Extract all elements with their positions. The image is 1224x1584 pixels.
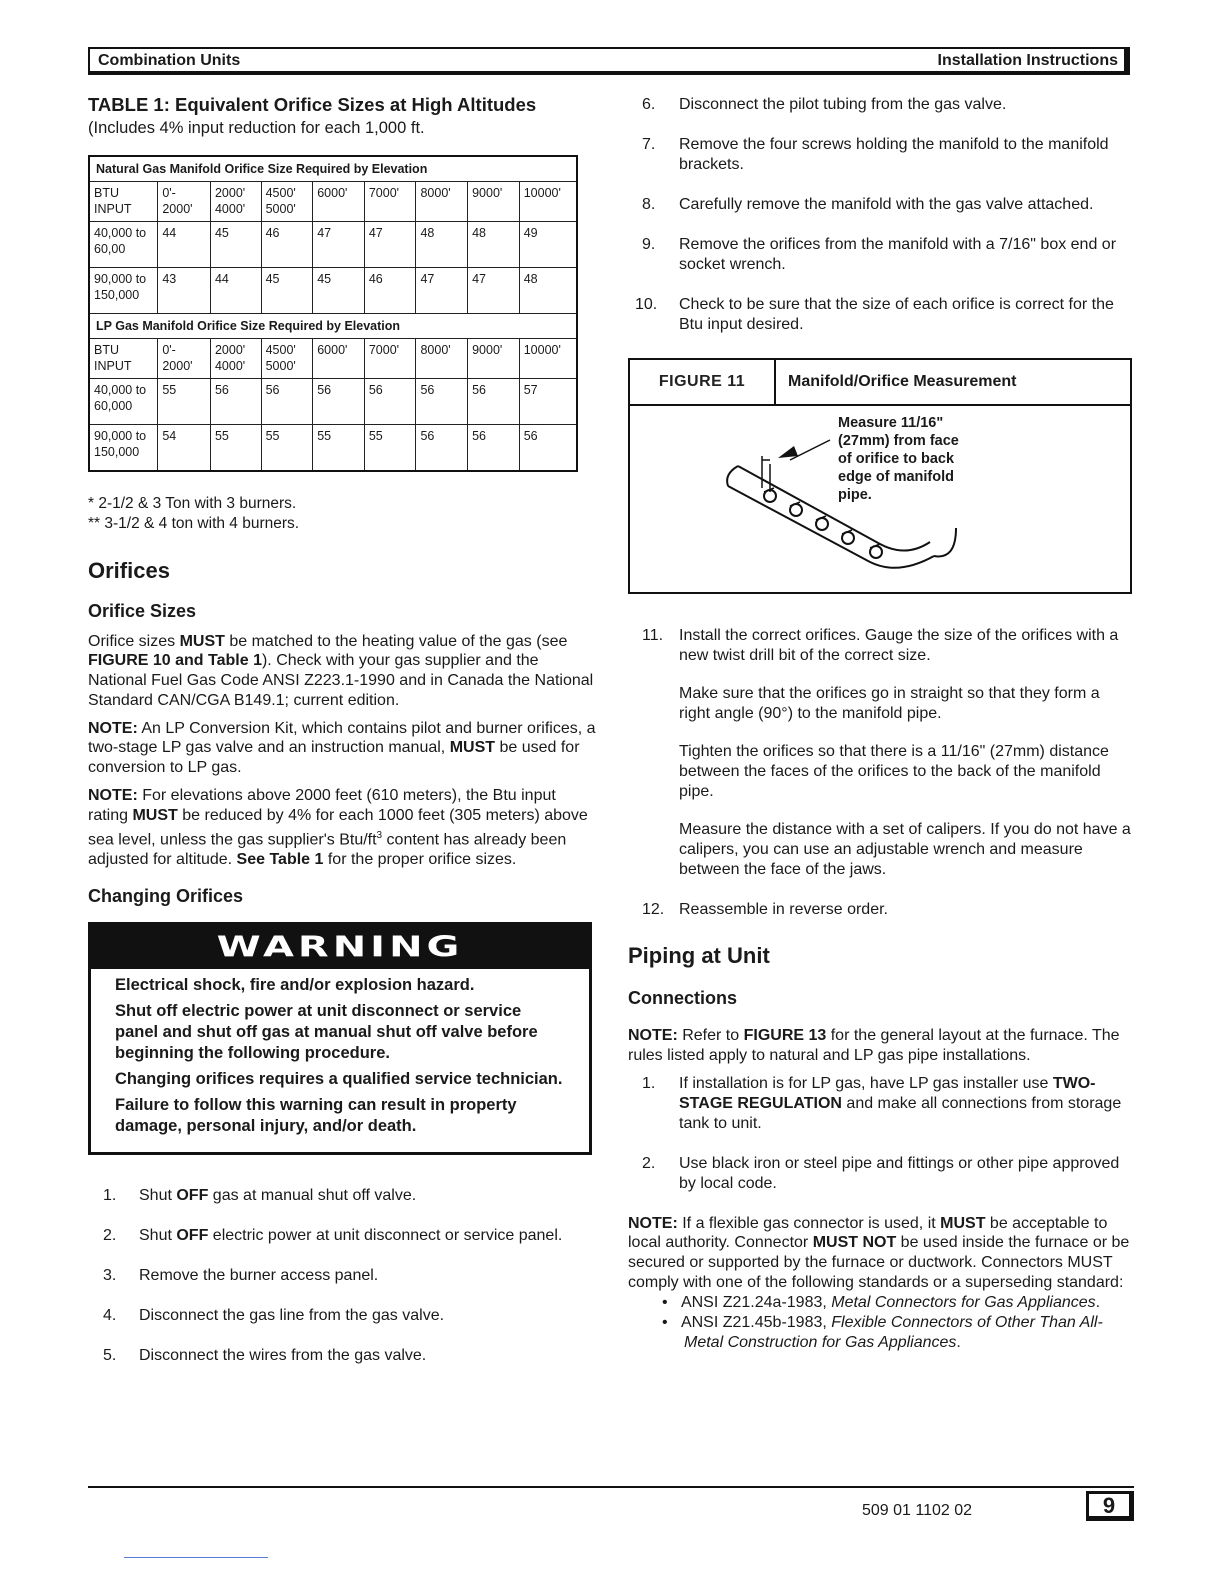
list-item: 2. Use black iron or steel pipe and fittings or other pipe approved by local code. [642, 1154, 1120, 1192]
table-cell: 47 [313, 222, 365, 268]
btu-cell: 90,000 to 150,000 [89, 425, 158, 471]
list-item: 10. Check to be sure that the size of each orifice is correct for the Btu input desired. [635, 296, 1114, 333]
footnote-4-burners: ** 3-1/2 & 4 ton with 4 burners. [88, 514, 300, 532]
warning-line: Electrical shock, fire and/or explosion hazard. [115, 975, 475, 994]
right-column [628, 93, 1134, 1353]
figure-title: Manifold/Orifice Measurement [788, 373, 1017, 390]
header-btu: BTU INPUT [89, 182, 158, 222]
list-item: 8. Carefully remove the manifold with the gas valve attached. [642, 196, 1094, 213]
table-row [89, 222, 577, 268]
header-cell: 9000' [468, 339, 520, 379]
table-row [89, 268, 577, 314]
connections-heading: Connections [628, 988, 738, 1008]
list-item: 7. Remove the four screws holding the manifold to the manifold brackets. [642, 136, 1109, 173]
table-cell: 46 [261, 222, 313, 268]
btu-cell: 40,000 to 60,000 [89, 379, 158, 425]
figure-annotation: Measure 11/16" (27mm) from face of orifice to back edge of manifold pipe. [838, 415, 959, 503]
header-cell: 0'- 2000' [158, 182, 211, 222]
header-cell: 6000' [313, 339, 365, 379]
header-cell: 10000' [519, 339, 577, 379]
table-cell: 56 [519, 425, 577, 471]
table-cell: 56 [364, 379, 416, 425]
header-left-title: Combination Units [98, 52, 241, 69]
header-cell: 2000' 4000' [210, 182, 261, 222]
table-cell: 56 [416, 425, 468, 471]
step-11-detail: Tighten the orifices so that there is a 11/16" (27mm) distance between the faces of the orifices to the back of the manifold pipe. [679, 743, 1109, 800]
scan-artifact-line [124, 1557, 268, 1558]
table-cell: 54 [158, 425, 211, 471]
header-cell: 9000' [468, 182, 520, 222]
warning-title: WARNING [216, 930, 464, 964]
header-cell: 8000' [416, 182, 468, 222]
lp-conversion-note: NOTE: An LP Conversion Kit, which contains pilot and burner orifices, a two-stage LP gas valve and an instruction manual, MUST be used for conversion to LP gas. [88, 719, 596, 777]
header-cell: 8000' [416, 339, 468, 379]
natural-header-row [89, 182, 577, 222]
table-cell: 45 [210, 222, 261, 268]
warning-line: Changing orifices requires a qualified service technician. [115, 1069, 563, 1088]
figure-label: FIGURE 11 [630, 360, 776, 404]
table-cell: 48 [416, 222, 468, 268]
header-btu: BTU INPUT [89, 339, 158, 379]
header-cell: 7000' [364, 182, 416, 222]
list-item: 4. Disconnect the gas line from the gas valve. [103, 1306, 445, 1324]
table-cell: 47 [364, 222, 416, 268]
list-item: • ANSI Z21.45b-1983, Flexible Connectors of Other Than All-Metal Construction for Gas Appliances. [662, 1313, 1103, 1351]
footer-rule [88, 1486, 1134, 1488]
table-cell: 55 [313, 425, 365, 471]
changing-orifices-heading: Changing Orifices [88, 885, 244, 906]
list-item: 3. Remove the burner access panel. [103, 1266, 379, 1284]
warning-banner [91, 925, 589, 969]
list-item: 6. Disconnect the pilot tubing from the gas valve. [642, 96, 1007, 113]
list-item: 5. Disconnect the wires from the gas valve. [103, 1346, 427, 1364]
steps-list-right [628, 95, 1134, 335]
table-cell: 55 [158, 379, 211, 425]
btu-cell: 40,000 to 60,00 [89, 222, 158, 268]
orifice-sizes-paragraph: Orifice sizes MUST be matched to the heating value of the gas (see FIGURE 10 and Table 1). Check with your gas supplier and the National Fuel Gas Code ANSI Z223.1-1990 and in Canada the National Standard CAN/CGA B149.1; current edition. [88, 632, 594, 709]
table-row [89, 425, 577, 471]
header-cell: 6000' [313, 182, 365, 222]
table-cell: 47 [416, 268, 468, 314]
list-item: 9. Remove the orifices from the manifold with a 7/16" box end or socket wrench. [642, 236, 1117, 273]
table-cell: 44 [210, 268, 261, 314]
step-11-detail: Make sure that the orifices go in straight so that they form a right angle (90°) to the manifold pipe. [679, 685, 1100, 722]
piping-heading: Piping at Unit [628, 943, 770, 968]
lp-header-row [89, 339, 577, 379]
table-cell: 45 [261, 268, 313, 314]
steps-list-continued [628, 626, 1134, 920]
table-cell: 56 [261, 379, 313, 425]
list-item: 1. Shut OFF gas at manual shut off valve. [103, 1186, 417, 1204]
btu-cell: 90,000 to 150,000 [89, 268, 158, 314]
page-header [88, 47, 1130, 75]
list-item: 12. Reassemble in reverse order. [642, 901, 888, 918]
header-cell: 4500' 5000' [261, 182, 313, 222]
table-1-title: TABLE 1: Equivalent Orifice Sizes at High Altitudes [88, 94, 537, 115]
list-item: • ANSI Z21.24a-1983, Metal Connectors for Gas Appliances. [662, 1293, 1101, 1311]
table-cell: 55 [364, 425, 416, 471]
header-cell: 7000' [364, 339, 416, 379]
document-number: 509 01 1102 02 [862, 1502, 973, 1519]
table-cell: 56 [210, 379, 261, 425]
table-cell: 57 [519, 379, 577, 425]
list-item: 2. Shut OFF electric power at unit disconnect or service panel. [103, 1226, 563, 1244]
piping-note: NOTE: Refer to FIGURE 13 for the general layout at the furnace. The rules listed apply to natural and LP gas pipe installations. [628, 1027, 1120, 1064]
table-cell: 55 [210, 425, 261, 471]
table-cell: 55 [261, 425, 313, 471]
table-row [89, 379, 577, 425]
table-cell: 47 [468, 268, 520, 314]
lp-gas-heading: LP Gas Manifold Orifice Size Required by Elevation [89, 314, 577, 339]
table-1-subtitle: (Includes 4% input reduction for each 1,000 ft. [88, 119, 425, 137]
orifice-sizes-heading: Orifice Sizes [88, 600, 197, 621]
natural-gas-heading: Natural Gas Manifold Orifice Size Required by Elevation [89, 156, 577, 182]
table-cell: 46 [364, 268, 416, 314]
warning-box [88, 922, 592, 1155]
flexible-connector-note: NOTE: If a flexible gas connector is used, it MUST be acceptable to local authority. Connector MUST NOT be used inside the furnace or be secured or supported by the furnace or ductwork. Connectors MUST comply with one of the following standards or a superseding standard: [628, 1214, 1130, 1291]
header-cell: 4500' 5000' [261, 339, 313, 379]
list-item: 1. If installation is for LP gas, have LP gas installer use TWO-STAGE REGULATION and make all connections from storage tank to unit. [642, 1074, 1122, 1132]
table-cell: 56 [416, 379, 468, 425]
steps-list-left [88, 1186, 596, 1366]
list-item: 11. Install the correct orifices. Gauge the size of the orifices with a new twist drill bit of the correct size. Make sure that the orifices go in straight so that they form a right angle (90°) to the manifold pipe. Tighten the orifices so that there is a 11/16" (27mm) distance between the faces of the orifices to the back of the manifold pipe. Measure the distance with a set of calipers. If you do not have a calipers, you can use an adjustable wrench and measure between the face of the jaws. [628, 626, 1134, 880]
orifices-heading: Orifices [88, 557, 170, 583]
orifice-size-table [88, 155, 578, 472]
elevation-note: NOTE: For elevations above 2000 feet (610 meters), the Btu input rating MUST be reduced by 4% for each 1000 feet (305 meters) above sea level, unless the gas supplier's Btu/$ft^3$ content has already been adjusted for altitude. See Table 1 for the proper orifice sizes. [88, 787, 588, 868]
piping-steps [628, 1074, 1134, 1194]
warning-line: Shut off electric power at unit disconnect or service panel and shut off gas at manual shut off valve before beginning the following procedure. [115, 1001, 538, 1062]
table-cell: 48 [519, 268, 577, 314]
standards-list [628, 1293, 1134, 1353]
table-cell: 44 [158, 222, 211, 268]
table-cell: 56 [313, 379, 365, 425]
footnote-3-burners: * 2-1/2 & 3 Ton with 3 burners. [88, 494, 297, 512]
table-cell: 49 [519, 222, 577, 268]
header-cell: 0'- 2000' [158, 339, 211, 379]
table-cell: 45 [313, 268, 365, 314]
warning-line: Failure to follow this warning can result in property damage, personal injury, and/or death. [115, 1095, 517, 1135]
header-cell: 2000' 4000' [210, 339, 261, 379]
table-cell: 43 [158, 268, 211, 314]
left-column [88, 93, 596, 1386]
table-cell: 48 [468, 222, 520, 268]
header-cell: 10000' [519, 182, 577, 222]
page-number: 9 [1086, 1491, 1134, 1521]
step-11-detail: Measure the distance with a set of calipers. If you do not have a calipers, you can use an adjustable wrench and measure between the face of the jaws. [679, 821, 1131, 878]
table-cell: 56 [468, 379, 520, 425]
figure-11 [628, 358, 1132, 594]
table-cell: 56 [468, 425, 520, 471]
header-right-title: Installation Instructions [937, 52, 1118, 69]
